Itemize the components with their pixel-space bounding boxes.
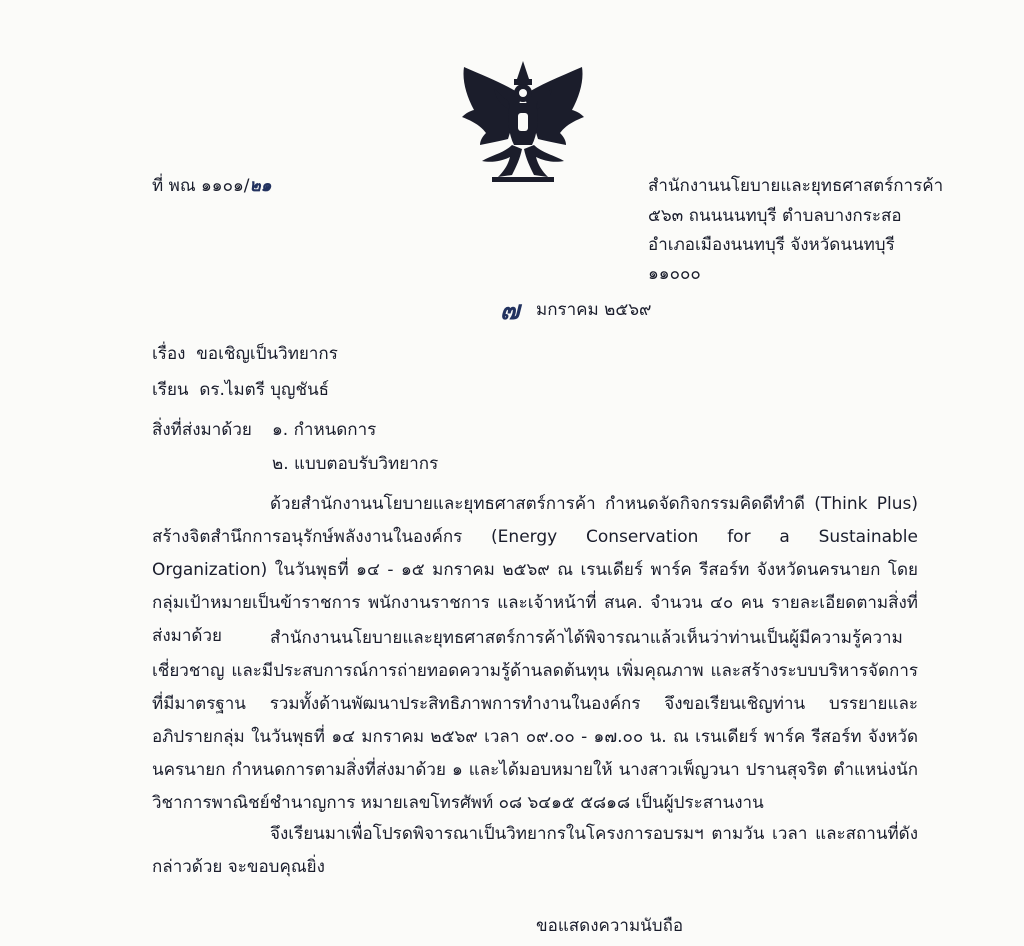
body-paragraph-text: สำนักงานนโยบายและยุทธศาสตร์การค้าได้พิจารณาแล้วเห็นว่าท่านเป็นผู้มีความรู้ความเชี่ยวชาญ และมีประสบการณ์การถ่ายทอดความรู้ด้านลดต้นทุน เพิ่มคุณภาพ และสร้างระบบบริหารจัดการที่มีมาตรฐาน รวมทั้งด้านพัฒนาประสิทธิภาพการทำงานในองค์กร จึงขอเรียนเชิญท่าน บรรยายและอภิปรายกลุ่ม ในวันพุธที่ ๑๔ มกราคม ๒๕๖๙ เวลา ๐๙.๐๐ - ๑๗.๐๐ น. ณ เรนเดียร์ พาร์ค รีสอร์ท จังหวัดนครนายก กำหนดการตามสิ่งที่ส่งมาด้วย ๑ และได้มอบหมายให้ นางสาวเพ็ญวนา ปรานสุจริต ตำแหน่งนักวิชาการพาณิชย์ชำนาญการ หมายเลขโทรศัพท์ ๐๘ ๖๔๑๕ ๕๘๑๘ เป็นผู้ประสานงาน [152, 628, 918, 813]
body-paragraph [152, 622, 918, 820]
body-paragraph [152, 818, 918, 884]
garuda-emblem-icon [452, 55, 594, 187]
enclosures-label: สิ่งที่ส่งมาด้วย [152, 420, 252, 440]
office-address-street: ๕๖๓ ถนนนนทบุรี ตำบลบางกระสอ [648, 206, 902, 226]
date-day-handwritten: ๗ [500, 296, 520, 326]
office-address-district: อำเภอเมืองนนทบุรี จังหวัดนนทบุรี [648, 235, 895, 255]
subject-label: เรื่อง [152, 344, 186, 364]
date-month-year: มกราคม ๒๕๖๙ [536, 300, 652, 320]
reference-handwritten-number: ๒๑ [249, 176, 272, 196]
enclosure-item: ๒. แบบตอบรับวิทยากร [272, 454, 439, 474]
office-postal-code: ๑๑๐๐๐ [648, 264, 701, 284]
reference-number [152, 176, 271, 196]
enclosure-item: ๑. กำหนดการ [272, 420, 377, 440]
office-name: สำนักงานนโยบายและยุทธศาสตร์การค้า [648, 176, 944, 196]
body-paragraph-text: ด้วยสำนักงานนโยบายและยุทธศาสตร์การค้า กำหนดจัดกิจกรรมคิดดีทำดี (Think Plus) สร้างจิตสำนึกการอนุรักษ์พลังงานในองค์กร (Energy Conservation for a Sustainable Organization) ในวันพุธที่ ๑๔ - ๑๕ มกราคม ๒๕๖๙ ณ เรนเดียร์ พาร์ค รีสอร์ท จังหวัดนครนายก โดยกลุ่มเป้าหมายเป็นข้าราชการ พนักงานราชการ และเจ้าหน้าที่ สนค. จำนวน ๔๐ คน รายละเอียดตามสิ่งที่ส่งมาด้วย [152, 494, 918, 646]
recipient-name: ดร.ไมตรี บุญชันธ์ [199, 380, 330, 400]
closing-phrase: ขอแสดงความนับถือ [536, 916, 684, 936]
subject-line [152, 344, 338, 364]
reference-prefix: ที่ พณ ๑๑๐๑/ [152, 176, 250, 196]
subject-text: ขอเชิญเป็นวิทยากร [196, 344, 338, 364]
body-paragraph-text: จึงเรียนมาเพื่อโปรดพิจารณาเป็นวิทยากรในโครงการอบรมฯ ตามวัน เวลา และสถานที่ดังกล่าวด้วย จะขอบคุณยิ่ง [152, 824, 918, 877]
recipient-line [152, 380, 329, 400]
recipient-label: เรียน [152, 380, 189, 400]
